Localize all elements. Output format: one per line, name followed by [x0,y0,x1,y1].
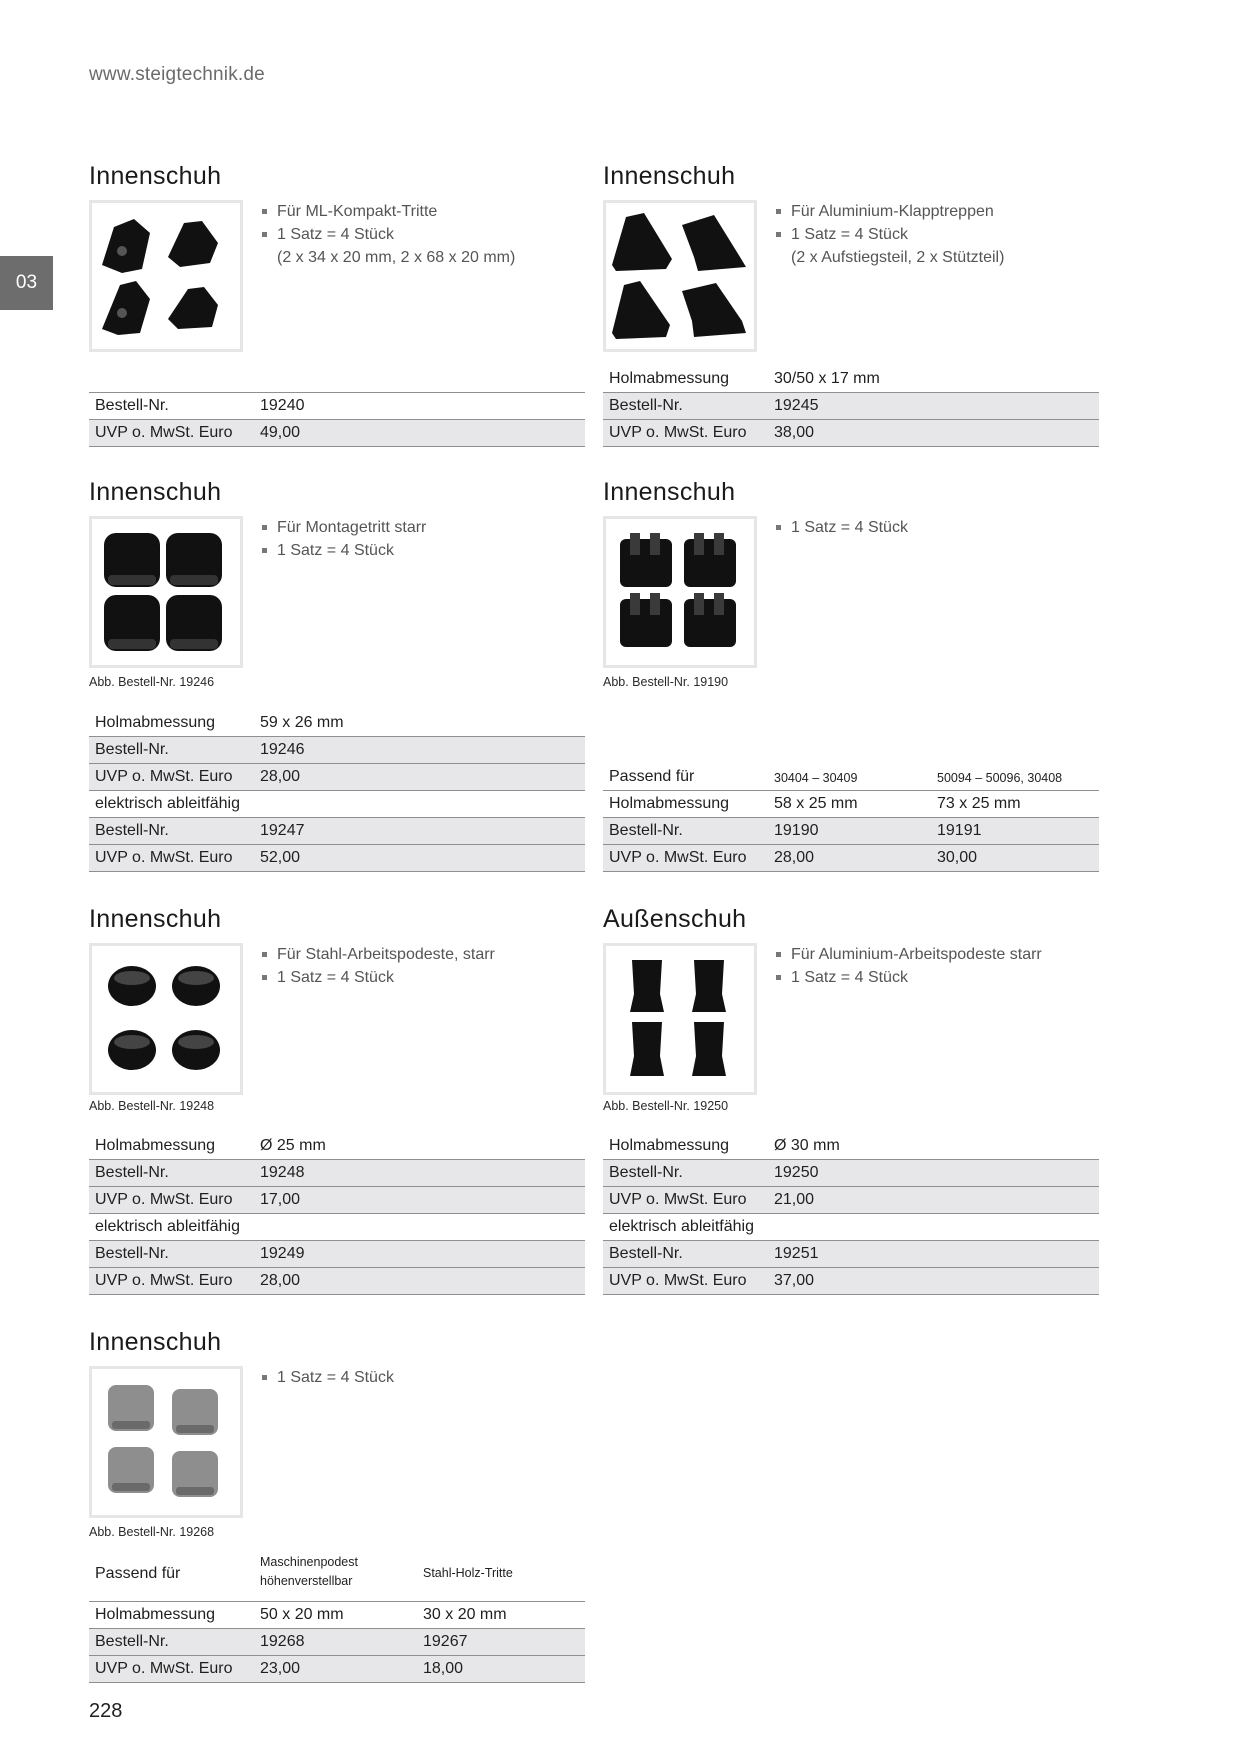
feature-item: 1 Satz = 4 Stück [261,1366,394,1389]
spec-label: Bestell-Nr. [609,1245,683,1262]
spec-row-holmabmessung [603,791,1099,818]
product-section-montagetritt [89,478,585,878]
feature-item: 1 Satz = 4 Stück [261,223,515,246]
product-section-stahl-arbeitspodeste [89,905,585,1305]
spec-value: 28,00 [260,1272,301,1289]
spec-label: UVP o. MwSt. Euro [95,849,233,866]
feature-item-detail: (2 x 34 x 20 mm, 2 x 68 x 20 mm) [277,249,516,266]
page-number: 228 [89,1700,123,1722]
spec-value: 50 x 20 mm [260,1606,344,1623]
spec-row-bestell-nr [603,1160,1099,1187]
spec-label: UVP o. MwSt. Euro [95,424,233,441]
feature-item: 1 Satz = 4 Stück [775,966,1042,989]
spec-row-subheading [603,1214,1099,1241]
spec-table [603,366,1099,447]
feature-item: Für Aluminium-Arbeitspodeste starr [775,943,1042,966]
spec-row-price [603,420,1099,447]
spec-value: 30404 – 30409 [774,771,858,785]
spec-value: 19249 [260,1245,305,1262]
spec-row-holmabmessung [603,1133,1099,1160]
spec-value: Stahl-Holz-Tritte [423,1566,513,1580]
spec-row-price [603,1187,1099,1214]
inner-shoe-icon [606,203,754,349]
spec-label: Bestell-Nr. [95,1164,169,1181]
spec-value [260,1553,358,1591]
spec-label: elektrisch ableitfähig [95,795,240,812]
spec-table [89,392,585,447]
product-section-19190 [603,478,1099,878]
spec-label: Bestell-Nr. [609,1164,683,1181]
spec-row-holmabmessung [603,366,1099,393]
spec-label: Bestell-Nr. [95,1245,169,1262]
spec-row-bestell-nr [89,1160,585,1187]
spec-label: Bestell-Nr. [609,822,683,839]
spec-label: Holmabmessung [609,795,730,812]
spec-value: 30/50 x 17 mm [774,370,880,387]
inner-shoe-icon [92,203,240,349]
spec-row-subheading [89,1214,585,1241]
spec-label: Bestell-Nr. [95,741,169,758]
product-photo-inner-shoe [603,516,757,668]
image-caption: Abb. Bestell-Nr. 19250 [603,1099,729,1113]
spec-label: UVP o. MwSt. Euro [95,1272,233,1289]
spec-value: Ø 25 mm [260,1137,326,1154]
product-section-aussenschuh [603,905,1099,1305]
spec-value: 30,00 [937,849,978,866]
product-photo-inner-shoe [89,200,243,352]
spec-value: Ø 30 mm [774,1137,840,1154]
spec-value: 21,00 [774,1191,815,1208]
spec-row-bestell-nr [89,818,585,845]
round-inner-shoe-icon [92,946,240,1092]
spec-value: 19191 [937,822,982,839]
feature-list [775,200,1004,269]
spec-label: Holmabmessung [95,714,216,731]
spec-value: 19245 [774,397,819,414]
spec-label: Holmabmessung [95,1137,216,1154]
chapter-tab [0,256,53,310]
feature-list [261,1366,394,1389]
spec-value: 37,00 [774,1272,815,1289]
product-title: Innenschuh [89,905,222,933]
spec-label: UVP o. MwSt. Euro [95,768,233,785]
product-photo-inner-shoe [89,943,243,1095]
spec-value-line: Maschinenpodest [260,1555,358,1569]
spec-row-price [89,764,585,791]
inner-shoe-icon [92,519,240,665]
spec-label: elektrisch ableitfähig [95,1218,240,1235]
spec-row-bestell-nr [603,818,1099,845]
feature-item: Für Stahl-Arbeitspodeste, starr [261,943,495,966]
spec-value: 19248 [260,1164,305,1181]
feature-item: Für Montagetritt starr [261,516,426,539]
product-title: Außenschuh [603,905,747,933]
spec-table [89,710,585,872]
spec-label: Holmabmessung [609,370,730,387]
spec-table [89,1133,585,1295]
product-photo-inner-shoe [89,516,243,668]
spec-value: 19247 [260,822,305,839]
spec-value: 19190 [774,822,819,839]
spec-label: UVP o. MwSt. Euro [95,1660,233,1677]
product-section-19268 [89,1328,585,1688]
gray-inner-shoe-icon [92,1369,240,1515]
spec-row-bestell-nr [603,1241,1099,1268]
spec-label: Passend für [95,1565,181,1582]
spec-value: 23,00 [260,1660,301,1677]
spec-value: 28,00 [260,768,301,785]
spec-value: 38,00 [774,424,815,441]
product-title: Innenschuh [603,478,736,506]
spec-value: 49,00 [260,424,301,441]
spec-value: 73 x 25 mm [937,795,1021,812]
feature-item: 1 Satz = 4 Stück [775,516,908,539]
feature-item: Für Aluminium-Klapptreppen [775,200,1004,223]
image-caption: Abb. Bestell-Nr. 19190 [603,675,729,689]
spec-value: 19250 [774,1164,819,1181]
product-section-ml-kompakt [89,162,585,452]
spec-label: Holmabmessung [95,1606,216,1623]
image-caption: Abb. Bestell-Nr. 19248 [89,1099,215,1113]
feature-item: 1 Satz = 4 Stück [261,966,495,989]
spec-value: 19267 [423,1633,468,1650]
feature-item-detail: (2 x Aufstiegsteil, 2 x Stützteil) [791,249,1005,266]
inner-shoe-icon [606,519,754,665]
spec-row-bestell-nr [89,1241,585,1268]
spec-label: Bestell-Nr. [95,1633,169,1650]
spec-row-price [603,1268,1099,1295]
spec-table [603,764,1099,872]
spec-row-price [89,1187,585,1214]
chapter-number: 03 [15,272,38,293]
spec-row-bestell-nr [89,1629,585,1656]
feature-list [775,516,908,539]
spec-value: 52,00 [260,849,301,866]
product-photo-outer-shoe [603,943,757,1095]
spec-value: 19246 [260,741,305,758]
feature-item: Für ML-Kompakt-Tritte [261,200,515,223]
spec-value: 18,00 [423,1660,464,1677]
spec-label: Passend für [609,768,695,785]
spec-value: 19251 [774,1245,819,1262]
spec-table [89,1551,585,1683]
spec-row-holmabmessung [89,1602,585,1629]
spec-label: Holmabmessung [609,1137,730,1154]
spec-label: Bestell-Nr. [95,397,169,414]
spec-value-line: höhenverstellbar [260,1574,353,1588]
spec-row-price [603,845,1099,872]
spec-label: UVP o. MwSt. Euro [609,849,747,866]
feature-list [261,200,515,269]
spec-row-holmabmessung [89,710,585,737]
spec-value: 30 x 20 mm [423,1606,507,1623]
product-title: Innenschuh [89,162,222,190]
product-title: Innenschuh [89,478,222,506]
spec-row-price [89,420,585,447]
spec-value: 28,00 [774,849,815,866]
spec-row-bestell-nr [603,393,1099,420]
spec-row-price [89,845,585,872]
spec-label: UVP o. MwSt. Euro [95,1191,233,1208]
product-photo-inner-shoe [603,200,757,352]
spec-row-price [89,1656,585,1683]
spec-row-passend-fuer [603,764,1099,791]
spec-value: 19268 [260,1633,305,1650]
site-url[interactable]: www.steigtechnik.de [89,64,265,85]
feature-list [261,943,495,989]
spec-row-price [89,1268,585,1295]
spec-value: 17,00 [260,1191,301,1208]
spec-label: elektrisch ableitfähig [609,1218,754,1235]
product-title: Innenschuh [603,162,736,190]
feature-list [775,943,1042,989]
spec-label: UVP o. MwSt. Euro [609,424,747,441]
feature-list [261,516,426,562]
spec-label: UVP o. MwSt. Euro [609,1191,747,1208]
spec-table [603,1133,1099,1295]
spec-label: Bestell-Nr. [95,822,169,839]
spec-value: 19240 [260,397,305,414]
product-section-klapptreppen [603,162,1099,452]
feature-item: 1 Satz = 4 Stück [261,539,426,562]
spec-row-bestell-nr [89,737,585,764]
spec-value: 58 x 25 mm [774,795,858,812]
spec-row-passend-fuer [89,1551,585,1602]
spec-row-holmabmessung [89,1133,585,1160]
feature-item: 1 Satz = 4 Stück [775,223,1004,246]
spec-row-subheading [89,791,585,818]
spec-value: 59 x 26 mm [260,714,344,731]
spec-label: Bestell-Nr. [609,397,683,414]
image-caption: Abb. Bestell-Nr. 19246 [89,675,215,689]
spec-value: 50094 – 50096, 30408 [937,771,1063,785]
spec-row-bestell-nr [89,392,585,420]
product-title: Innenschuh [89,1328,222,1356]
spec-label: UVP o. MwSt. Euro [609,1272,747,1289]
product-photo-inner-shoe [89,1366,243,1518]
outer-shoe-icon [606,946,754,1092]
image-caption: Abb. Bestell-Nr. 19268 [89,1525,215,1539]
